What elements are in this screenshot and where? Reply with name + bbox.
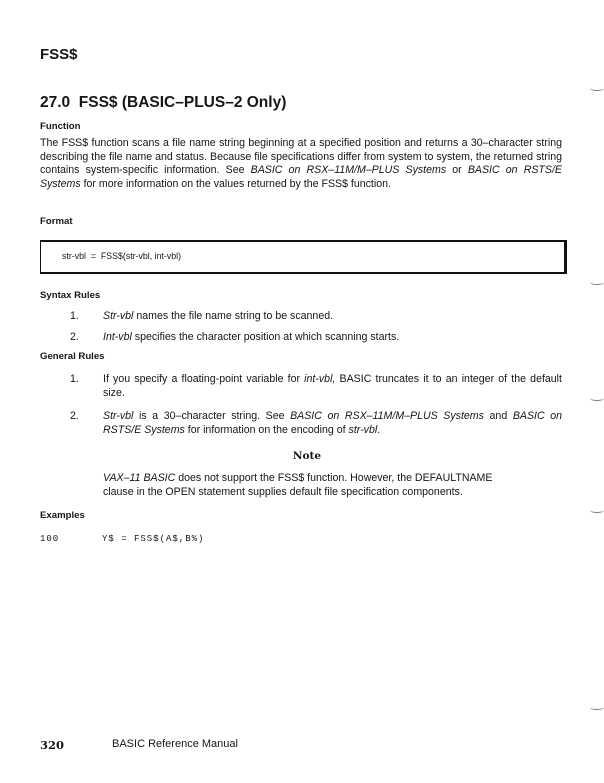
list-item: 2. Int-vbl specifies the character position at which scanning starts. — [70, 330, 400, 343]
book-title: BASIC on RSX–11M/M–PLUS Systems — [250, 164, 447, 177]
text: for more information on the values returned by the FSS$ function. — [80, 177, 391, 190]
example-code: Y$ = FSS$(A$,B%) — [102, 534, 205, 544]
book-title: BASIC on RSTS/E Systems — [40, 164, 562, 190]
example-line-number: 100 — [40, 534, 60, 544]
list-item: 1. Str-vbl names the file name string to be scanned. — [70, 310, 334, 322]
syntax-rules-list — [70, 310, 562, 344]
note-text: VAX–11 BASIC does not support the FSS$ function. However, the DEFAULTNAME clause in the OPEN statement supplies default file specification components. — [103, 472, 493, 498]
list-item: 1. If you specify a floating-point variable for int-vbl, BASIC truncates it to an integer of the default size. — [70, 373, 562, 399]
running-head: FSS$ — [40, 46, 78, 63]
examples-label: Examples — [40, 510, 85, 521]
margin-mark — [590, 396, 604, 401]
function-description — [40, 137, 562, 191]
page-number: 320 — [40, 738, 65, 752]
margin-mark — [590, 86, 604, 91]
function-label: Function — [40, 121, 81, 132]
list-item: 2. Str-vbl is a 30–character string. See BASIC on RSX–11M/M–PLUS Systems and BASIC on RSTS/E Systems for information on the encoding of str-vbl. — [70, 410, 562, 436]
note-title: Note — [292, 450, 322, 462]
margin-mark — [590, 508, 604, 513]
section-heading: 27.0 FSS$ (BASIC–PLUS–2 Only) — [40, 94, 287, 111]
general-rules-list — [70, 373, 562, 437]
text: or — [446, 164, 468, 177]
text: The FSS$ function scans a file name string beginning at a specified position and returns a 30–character string describing the file name and status. Because file specifications differ from system to system, the returned string contains system-specific information. See — [40, 137, 562, 177]
footer-title: BASIC Reference Manual — [112, 738, 238, 750]
format-syntax: str-vbl = FSS$(str-vbl, int-vbl) — [62, 251, 182, 261]
margin-mark — [590, 705, 604, 710]
format-box — [40, 240, 567, 274]
general-rules-label: General Rules — [40, 351, 105, 362]
format-label: Format — [40, 216, 73, 227]
margin-mark — [590, 280, 604, 285]
syntax-rules-label: Syntax Rules — [40, 290, 101, 301]
